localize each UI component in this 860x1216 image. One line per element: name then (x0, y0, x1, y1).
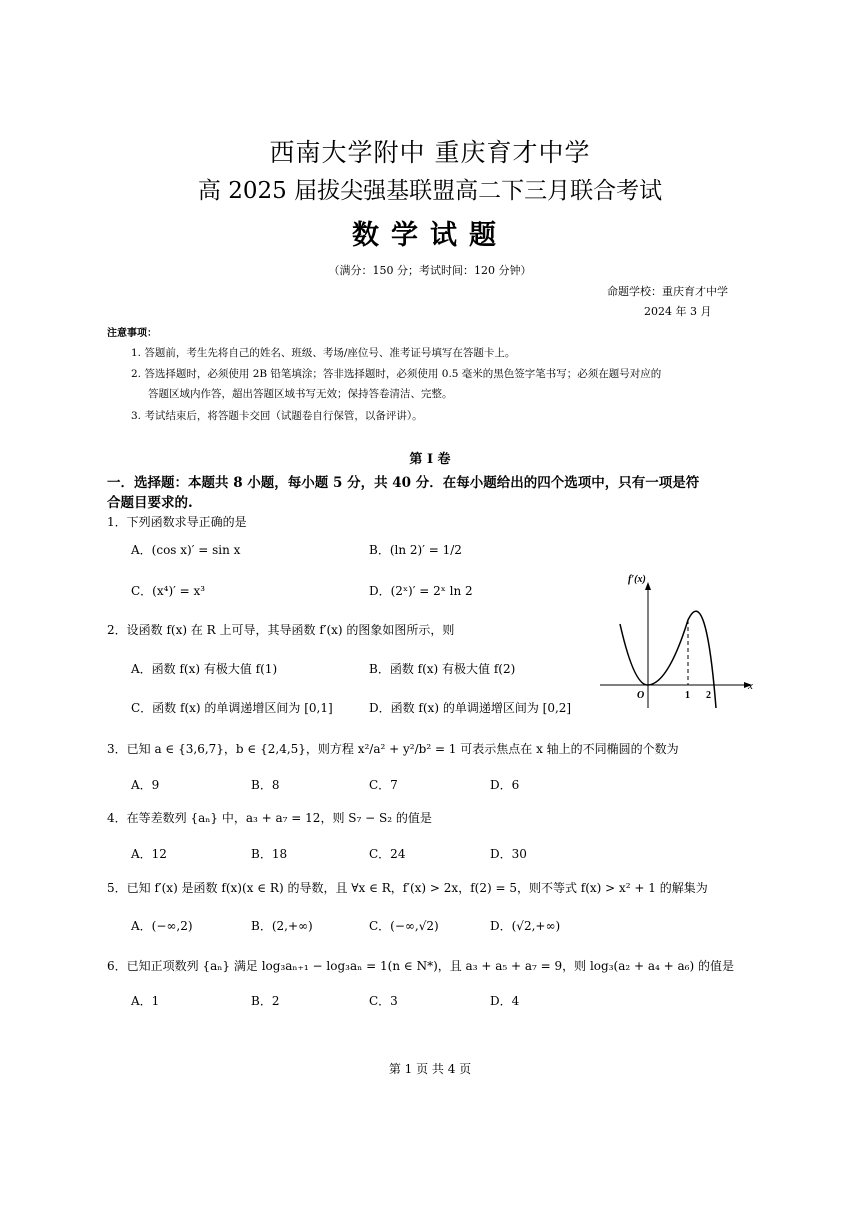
option-a: A．1 (131, 994, 160, 1008)
option-b: B．(2,+∞) (251, 919, 313, 933)
derivative-curve (620, 611, 716, 708)
option-d: D．函数 f(x) 的单调递增区间为 [0,2] (369, 701, 572, 715)
option-c: C．(−∞,√2) (369, 919, 439, 933)
notice-item: 2. 答选择题时，必须使用 2B 铅笔填涂；答非选择题时，必须使用 0.5 毫米的黑色签字笔书写；必须在题号对应的 (131, 368, 662, 380)
option-a: A．(−∞,2) (131, 919, 193, 933)
option-c: C．24 (369, 847, 406, 861)
option-b: B．函数 f(x) 有极大值 f(2) (369, 662, 516, 676)
option-d: D．(2ˣ)′ = 2ˣ ln 2 (369, 584, 473, 598)
school-names: 西南大学附中 重庆育才中学 (269, 138, 591, 167)
option-a: A．(cos x)′ = sin x (131, 543, 241, 557)
subject-title: 数学试题 (352, 220, 508, 251)
option-b: B．18 (251, 847, 288, 861)
tick-label-2: 2 (706, 690, 711, 701)
option-d: D．4 (490, 994, 520, 1008)
exam-meta: （满分：150 分；考试时间：120 分钟） (328, 264, 532, 277)
setter-school: 命题学校：重庆育才中学 (607, 285, 728, 298)
question-stem: 5．已知 f′(x) 是函数 f(x)(x ∈ R) 的导数，且 ∀x ∈ R，f′(x) > 2x，f(2) = 5，则不等式 f(x) > x² + 1 的解集为 (107, 881, 708, 895)
question-stem: 4．在等差数列 {aₙ} 中，a₃ + a₇ = 12，则 S₇ − S₂ 的值是 (107, 811, 432, 825)
section-heading: 一．选择题：本题共 8 小题，每小题 5 分，共 40 分．在每小题给出的四个选项中，只有一项是符 (107, 475, 700, 491)
option-a: A．12 (131, 847, 167, 861)
notice-item: 1. 答题前，考生先将自己的姓名、班级、考场/座位号、准考证号填写在答题卡上。 (131, 347, 516, 359)
page-footer: 第 1 页 共 4 页 (388, 1062, 472, 1076)
question-stem: 6．已知正项数列 {aₙ} 满足 log₃aₙ₊₁ − log₃aₙ = 1(n ∈ N*)，且 a₃ + a₅ + a₇ = 9，则 log₃(a₂ + a₄ + a₆) 的值是 (107, 959, 734, 973)
option-d: D．30 (490, 847, 527, 861)
section-heading-cont: 合题目要求的. (107, 495, 193, 511)
option-c: C．7 (369, 778, 398, 792)
option-c: C．3 (369, 994, 398, 1008)
derivative-graph (598, 568, 758, 714)
origin-label: O (637, 690, 645, 701)
option-c: C．函数 f(x) 的单调递增区间为 [0,1] (131, 701, 333, 715)
notice-heading: 注意事项： (107, 328, 157, 339)
option-b: B．(ln 2)′ = 1/2 (369, 543, 462, 557)
option-b: B．2 (251, 994, 280, 1008)
exam-date: 2024 年 3 月 (644, 305, 712, 318)
option-c: C．(x⁴)′ = x³ (131, 584, 206, 598)
exam-title: 高 2025 届拔尖强基联盟高二下三月联合考试 (197, 178, 663, 204)
y-axis-arrow (645, 582, 651, 590)
tick-label-1: 1 (685, 690, 690, 701)
option-b: B．8 (251, 778, 280, 792)
option-d: D．(√2,+∞) (490, 919, 561, 933)
option-a: A．函数 f(x) 有极大值 f(1) (131, 662, 278, 676)
notice-item: 答题区域内作答，超出答题区域书写无效；保持答卷清洁、完整。 (148, 388, 453, 400)
graph-svg (598, 568, 758, 714)
part-heading: 第 I 卷 (409, 452, 451, 467)
question-stem: 1．下列函数求导正确的是 (107, 515, 247, 529)
option-d: D．6 (490, 778, 520, 792)
option-a: A．9 (131, 778, 160, 792)
question-stem: 3．已知 a ∈ {3,6,7}，b ∈ {2,4,5}，则方程 x²/a² + y²/b² = 1 可表示焦点在 x 轴上的不同椭圆的个数为 (107, 742, 679, 756)
question-stem: 2．设函数 f(x) 在 R 上可导，其导函数 f′(x) 的图象如图所示，则 (107, 623, 455, 637)
y-axis-label: f′(x) (628, 574, 646, 585)
x-axis-label: x (748, 680, 753, 692)
notice-item: 3. 考试结束后，将答题卡交回（试题卷自行保管，以备评讲）。 (131, 410, 423, 422)
